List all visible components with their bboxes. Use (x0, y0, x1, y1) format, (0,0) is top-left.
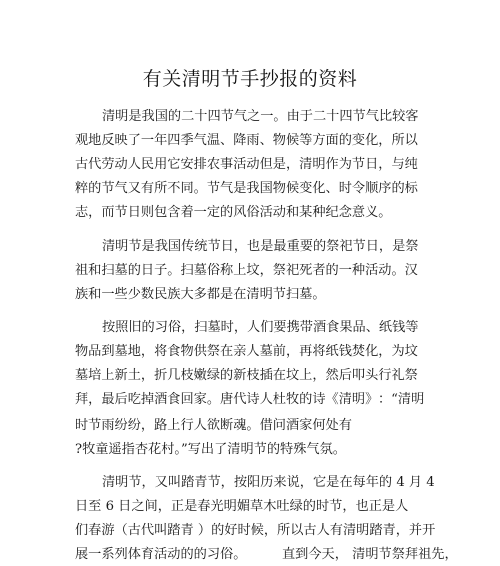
paragraph-1-line-4: 粹的节气又有所不同。节气是我国物候变化、时令顺序的标 (75, 181, 418, 196)
paragraph-1-line-2: 观地反映了一年四季气温、降雨、物候等方面的变化，所以 (75, 133, 418, 148)
paragraph-3-line-2: 物品到墓地，将食物供祭在亲人墓前，再将纸钱焚化，为坟 (75, 344, 418, 359)
paragraph-4-line-2: 日至 6 日之间，正是春光明媚草木吐绿的时节，也正是人 (75, 499, 409, 514)
paragraph-4-line-1: 清明节，又叫踏青节，按阳历来说，它是在每年的 4 月 4 (102, 475, 435, 490)
paragraph-3-line-1: 按照旧的习俗，扫墓时，人们要携带酒食果品、纸钱等 (102, 320, 419, 335)
paragraph-1-line-5: 志，而节日则包含着一定的风俗活动和某种纪念意义。 (75, 205, 392, 220)
paragraph-1-line-1: 清明是我国的二十四节气之一。由于二十四节气比较客 (102, 109, 419, 124)
paragraph-3-line-5: 时节雨纷纷，路上行人欲断魂。借问酒家何处有 (75, 418, 352, 433)
paragraph-2-line-2: 祖和扫墓的日子。扫墓俗称上坟，祭祀死者的一种活动。汉 (75, 263, 418, 278)
paragraph-4-line-3: 们春游（古代叫踏青 ）的好时候，所以古人有清明踏青，并开 (75, 523, 436, 538)
paragraph-2-line-1: 清明节是我国传统节日，也是最重要的祭祀节日，是祭 (102, 239, 419, 254)
paragraph-3-line-3: 墓培上新土，折几枝嫩绿的新枝插在坟上，然后叩头行礼祭 (75, 368, 418, 383)
paragraph-3-line-6: ?牧童遥指杏花村。”写出了清明节的特殊气氛。 (75, 442, 346, 457)
paragraph-4-line-4-continuation: 直到今天， 清明节祭拜祖先， (282, 547, 458, 562)
paragraph-4-line-4: 展一系列体育活动的的习俗。 (75, 547, 247, 562)
paragraph-3-line-4: 拜，最后吃掉酒食回家。唐代诗人杜牧的诗《清明》 (75, 392, 379, 407)
paragraph-1-line-3: 古代劳动人民用它安排农事活动但是，清明作为节日，与纯 (75, 157, 418, 172)
paragraph-2-line-3: 族和一些少数民族大多都是在清明节扫墓。 (75, 287, 326, 302)
paragraph-3-line-4-quote: ：“清明 (378, 392, 425, 407)
document-title: 有关清明节手抄报的资料 (142, 68, 358, 90)
